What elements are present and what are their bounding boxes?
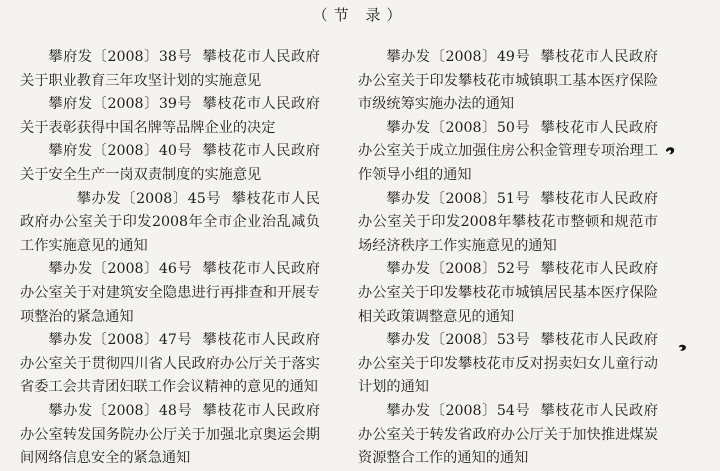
doc-number: 攀府发〔2008〕38号 xyxy=(48,49,193,65)
doc-number: 攀办发〔2008〕53号 xyxy=(386,332,531,349)
doc-title: 攀枝花市人民政府办公室关于印发2008年攀枝花市整顿和规范市场经济秩序工作实施意见的通知 xyxy=(358,190,658,254)
doc-number: 攀办发〔2008〕48号 xyxy=(48,402,193,419)
doc-title: 攀枝花市人民政府办公室关于印发2008年全市企业治乱减负工作实施意见的通知 xyxy=(20,190,320,254)
doc-title: 攀枝花市人民政府办公室关于印发攀枝花市城镇职工基本医疗保险市级统筹实施办法的通知 xyxy=(358,49,658,113)
doc-number: 攀办发〔2008〕49号 xyxy=(386,49,531,65)
document-entry xyxy=(358,46,658,117)
section-header: （节 录） xyxy=(312,6,408,24)
doc-title: 攀枝花市人民政府办公室关于贯彻四川省人民政府办公厅关于落实省委工会共青团妇联工作会议精神的意见的通知 xyxy=(20,332,320,396)
scan-speck-mark xyxy=(664,145,676,157)
document-entry xyxy=(358,188,658,259)
document-entry xyxy=(20,93,320,140)
document-entry xyxy=(20,258,320,329)
document-entry xyxy=(20,140,320,187)
document-entry xyxy=(358,117,658,188)
doc-number: 攀府发〔2008〕39号 xyxy=(48,96,193,113)
scan-speck-mark xyxy=(676,342,688,354)
doc-title: 攀枝花市人民政府办公室转发国务院办公厅关于加强北京奥运会期间网络信息安全的紧急通知 xyxy=(20,402,320,467)
doc-title: 攀枝花市人民政府办公室关于对建筑安全隐患进行再排查和开展专项整治的紧急通知 xyxy=(20,261,320,325)
doc-title: 攀枝花市人民政府办公室关于印发攀枝花市反对拐卖妇女儿童行动计划的通知 xyxy=(358,332,658,396)
right-column xyxy=(358,46,658,471)
document-entry xyxy=(358,400,658,471)
doc-title: 攀枝花市人民政府关于职业教育三年攻坚计划的实施意见 xyxy=(20,49,320,89)
document-entry xyxy=(20,188,320,259)
document-entry xyxy=(358,329,658,400)
doc-number: 攀办发〔2008〕54号 xyxy=(386,402,531,419)
doc-title: 攀枝花市人民政府关于表彰获得中国名牌等品牌企业的决定 xyxy=(20,96,320,136)
doc-number: 攀办发〔2008〕46号 xyxy=(48,261,193,278)
document-entry xyxy=(20,329,320,400)
doc-number: 攀府发〔2008〕40号 xyxy=(48,143,193,160)
doc-number: 攀办发〔2008〕52号 xyxy=(386,261,531,278)
document-entry xyxy=(20,400,320,471)
doc-title: 攀枝花市人民政府办公室关于成立加强住房公积金管理专项治理工作领导小组的通知 xyxy=(358,119,658,183)
doc-title: 攀枝花市人民政府办公室关于转发省政府办公厅关于加快推进煤炭资源整合工作的通知的通知 xyxy=(358,402,658,467)
doc-number: 攀办发〔2008〕51号 xyxy=(386,190,531,207)
left-column xyxy=(20,46,320,471)
doc-title: 攀枝花市人民政府关于安全生产一岗双责制度的实施意见 xyxy=(20,143,320,183)
document-entry xyxy=(358,258,658,329)
doc-title: 攀枝花市人民政府办公室关于印发攀枝花市城镇居民基本医疗保险相关政策调整意见的通知 xyxy=(358,261,658,325)
doc-number: 攀办发〔2008〕47号 xyxy=(48,332,193,349)
doc-number: 攀办发〔2008〕45号 xyxy=(76,190,222,207)
doc-number: 攀办发〔2008〕50号 xyxy=(386,119,531,136)
document-entry xyxy=(20,46,320,93)
